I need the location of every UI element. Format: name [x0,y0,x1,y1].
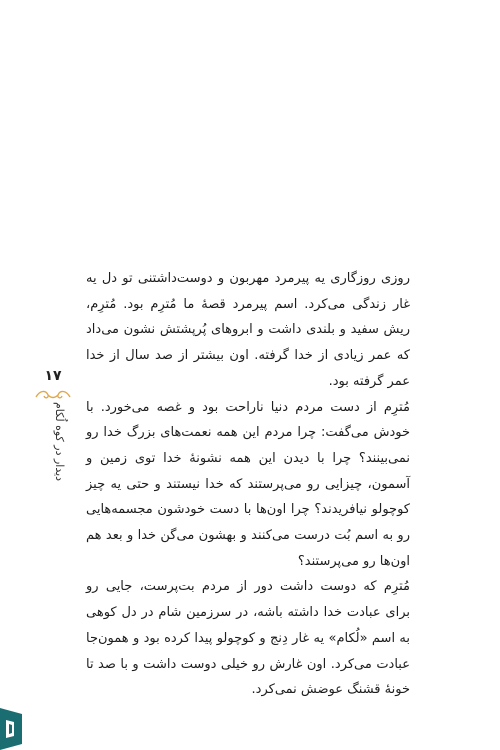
paragraph: مُترِم از دست مردم دنیا ناراحت بود و غصه می‌خورد. با خودش می‌گفت: چرا مردم این همه نعمت‌های بزرگ خدا رو نمی‌بینند؟ چرا با دیدن این همه نشونهٔ خدا توی زمین و آسمون، چیزایی رو می‌پرستند که خدا نیستند و حتی یه چیز کوچولو نیافریدند؟ چرا اون‌ها با دست خودشون مجسمه‌هایی رو به اسم بُت درست می‌کنند و بهشون می‌گن خدا و بعد هم اون‌ها رو می‌پرستند؟ [86,399,410,569]
book-title: دیدار در کوه لُکام [53,402,66,482]
page-number: ۱۷ [44,368,62,384]
publisher-logo-icon [0,708,22,750]
swirl-ornament-icon [34,388,72,402]
story-text [86,266,410,703]
paragraph: مُترِم که دوست داشت دور از مردم بت‌پرست، جایی رو برای عبادت خدا داشته باشه، در سرزمین شام در دل کوهی به اسم «لُکام» یه غار دِنج و کوچولو پیدا کرده بود و همون‌جا عبادت می‌کرد. اون غارش رو خیلی دوست داشت و با صد تا خونهٔ قشنگ عوضش نمی‌کرد. [86,579,410,698]
page-header [28,368,76,498]
paragraph: روزی روزگاری یه پیرمرد مهربون و دوست‌داشتنی تو دل یه غار زندگی می‌کرد. اسم پیرمرد قصهٔ ما مُترِم بود. مُترِم، ریش سفید و بلندی داشت و ابروهای پُرپشتش نشون می‌داد که عمر زیادی از خدا گرفته. اون بیشتر از صد سال از خدا عمر گرفته بود. [86,271,410,389]
